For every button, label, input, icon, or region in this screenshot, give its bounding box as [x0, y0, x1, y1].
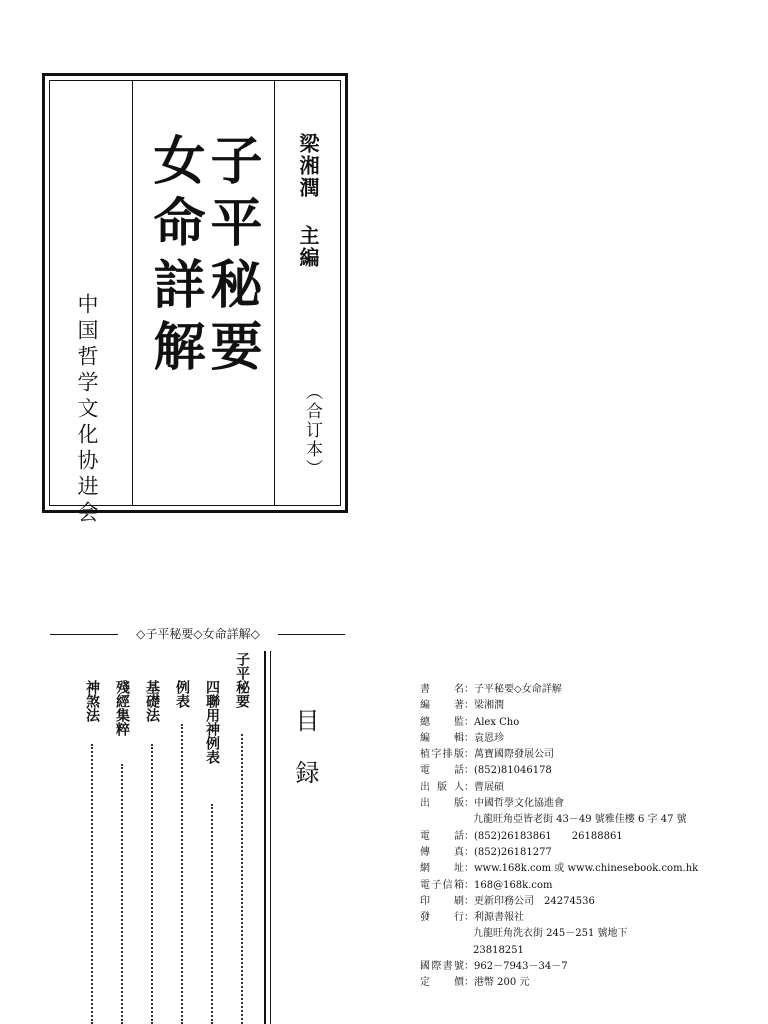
- colophon-key: 發 行: [420, 912, 464, 924]
- colophon-value: www.168k.com 或 www.chinesebook.com.hk: [474, 863, 699, 875]
- colophon-row: 編 輯：袁恩珍: [420, 731, 720, 747]
- toc-item[interactable]: [142, 680, 162, 722]
- colophon-value: 曹展碩: [474, 781, 504, 793]
- toc-running-header: [50, 625, 345, 643]
- colophon-row-continued: [420, 926, 720, 942]
- colophon-key: 編 著: [420, 700, 464, 712]
- colophon-value: 九龍旺角洗衣街 245－251 號地下: [473, 928, 628, 940]
- cover-divider-left: [132, 81, 133, 505]
- toc-title: 目 録: [291, 708, 319, 784]
- colophon-key: 出 版 人: [420, 781, 464, 793]
- cover-title-right: 子平秘要: [201, 133, 261, 381]
- colophon-row: 植字排版：萬寶國際發展公司: [420, 747, 720, 763]
- colophon-key: 網 址: [420, 863, 464, 875]
- colophon-key: 植字排版: [420, 749, 464, 761]
- colophon-key: 國際書號: [420, 961, 464, 973]
- toc-item[interactable]: [172, 680, 192, 708]
- colophon-row-continued: [420, 812, 720, 828]
- colophon-value: 萬寶國際發展公司: [474, 749, 554, 761]
- toc-item-label: 殘經集粹: [114, 680, 130, 736]
- colophon-key: 電 話: [420, 765, 464, 777]
- colophon-value: 港幣 200 元: [474, 977, 530, 989]
- colophon-row: 國際書號：962－7943－34－7: [420, 959, 720, 975]
- colophon-key: 編 輯: [420, 732, 464, 744]
- colophon-row: 傳 真：(852)26181277: [420, 845, 720, 861]
- cover-inner-frame: [49, 80, 341, 527]
- colophon-value: (852)81046178: [474, 765, 552, 777]
- colophon-value: 168@168k.com: [474, 879, 553, 891]
- colophon-row: 發 行：利源書報社: [420, 910, 720, 926]
- colophon-value: (852)26181277: [474, 846, 552, 858]
- colophon-row: 電 話：(852)81046178: [420, 763, 720, 779]
- colophon-value: 子平秘要◇女命詳解: [474, 684, 562, 695]
- cover-editor-label: 主編: [296, 225, 320, 269]
- colophon-value: 九龍旺角亞皆老街 43－49 號雅佳樓 6 字 47 號: [473, 814, 687, 826]
- colophon-value: 袁恩珍: [474, 732, 504, 744]
- colophon-key: 出 版: [420, 798, 464, 810]
- colophon-row-continued: [420, 943, 720, 959]
- cover-author: 梁湘潤: [296, 133, 320, 199]
- toc-item[interactable]: [82, 680, 102, 722]
- colophon-key: 總 監: [420, 716, 464, 728]
- colophon-row: 書 名：子平秘要◇女命詳解: [420, 682, 720, 698]
- toc-item[interactable]: [202, 680, 222, 764]
- book-cover: [42, 73, 348, 527]
- toc-leader-dots: [181, 724, 183, 1024]
- toc-leader-dots: [91, 744, 93, 1024]
- toc-item[interactable]: [112, 680, 132, 736]
- toc-leader-dots: [151, 744, 153, 1024]
- colophon: [420, 682, 720, 992]
- toc-item-label: 四聯用神例表: [204, 680, 220, 764]
- colophon-key: 傳 真: [420, 846, 464, 858]
- toc-item-label: 基礎法: [144, 680, 160, 722]
- colophon-key: 電 話: [420, 830, 464, 842]
- header-rule-left: [50, 634, 118, 635]
- colophon-value: 更新印務公司 24274536: [474, 895, 595, 907]
- cover-title-left: 女命詳解: [144, 133, 204, 381]
- toc-leader-dots: [121, 764, 123, 1024]
- colophon-row: 電 話：(852)26183861 26188861: [420, 829, 720, 845]
- toc-item-label: 子平秘要: [234, 652, 250, 708]
- colophon-value: (852)26183861 26188861: [474, 830, 623, 842]
- colophon-row: 總 監：Alex Cho: [420, 715, 720, 731]
- toc-leader-dots: [241, 734, 243, 1024]
- toc-vertical-rule-thin: [270, 651, 271, 1024]
- colophon-row: 編 著：梁湘潤: [420, 698, 720, 714]
- colophon-row: 電子信箱：168@168k.com: [420, 878, 720, 894]
- colophon-value: 利源書報社: [474, 912, 524, 924]
- toc-item-label: 例表: [174, 680, 190, 708]
- colophon-value: 中國哲學文化協進會: [474, 798, 564, 810]
- cover-publisher: 中国哲学文化协进会: [75, 293, 99, 527]
- header-rule-right: [278, 634, 345, 635]
- toc-leader-dots: [211, 804, 213, 1024]
- colophon-value: 962－7943－34－7: [474, 961, 568, 973]
- colophon-value: 23818251: [473, 944, 524, 956]
- colophon-key: 定 價: [420, 977, 464, 989]
- colophon-row: 出 版 人：曹展碩: [420, 780, 720, 796]
- toc-vertical-rule: [264, 651, 266, 1024]
- cover-divider-right: [274, 81, 275, 505]
- colophon-row: 網 址：www.168k.com 或 www.chinesebook.com.hk: [420, 861, 720, 877]
- colophon-key: 印 刷: [420, 895, 464, 907]
- colophon-row: 印 刷：更新印務公司 24274536: [420, 894, 720, 910]
- toc-item[interactable]: [232, 652, 252, 708]
- colophon-row: 定 價：港幣 200 元: [420, 975, 720, 991]
- cover-edition: ︵合订本︶: [302, 383, 322, 478]
- toc-header-text: ◇子平秘要◇女命詳解◇: [136, 627, 260, 641]
- colophon-row: 出 版：中國哲學文化協進會: [420, 796, 720, 812]
- colophon-value: Alex Cho: [474, 716, 520, 728]
- colophon-key: 書 名: [420, 684, 464, 695]
- colophon-value: 梁湘潤: [474, 700, 504, 712]
- toc-item-label: 神煞法: [84, 680, 100, 722]
- colophon-key: 電子信箱: [420, 879, 464, 891]
